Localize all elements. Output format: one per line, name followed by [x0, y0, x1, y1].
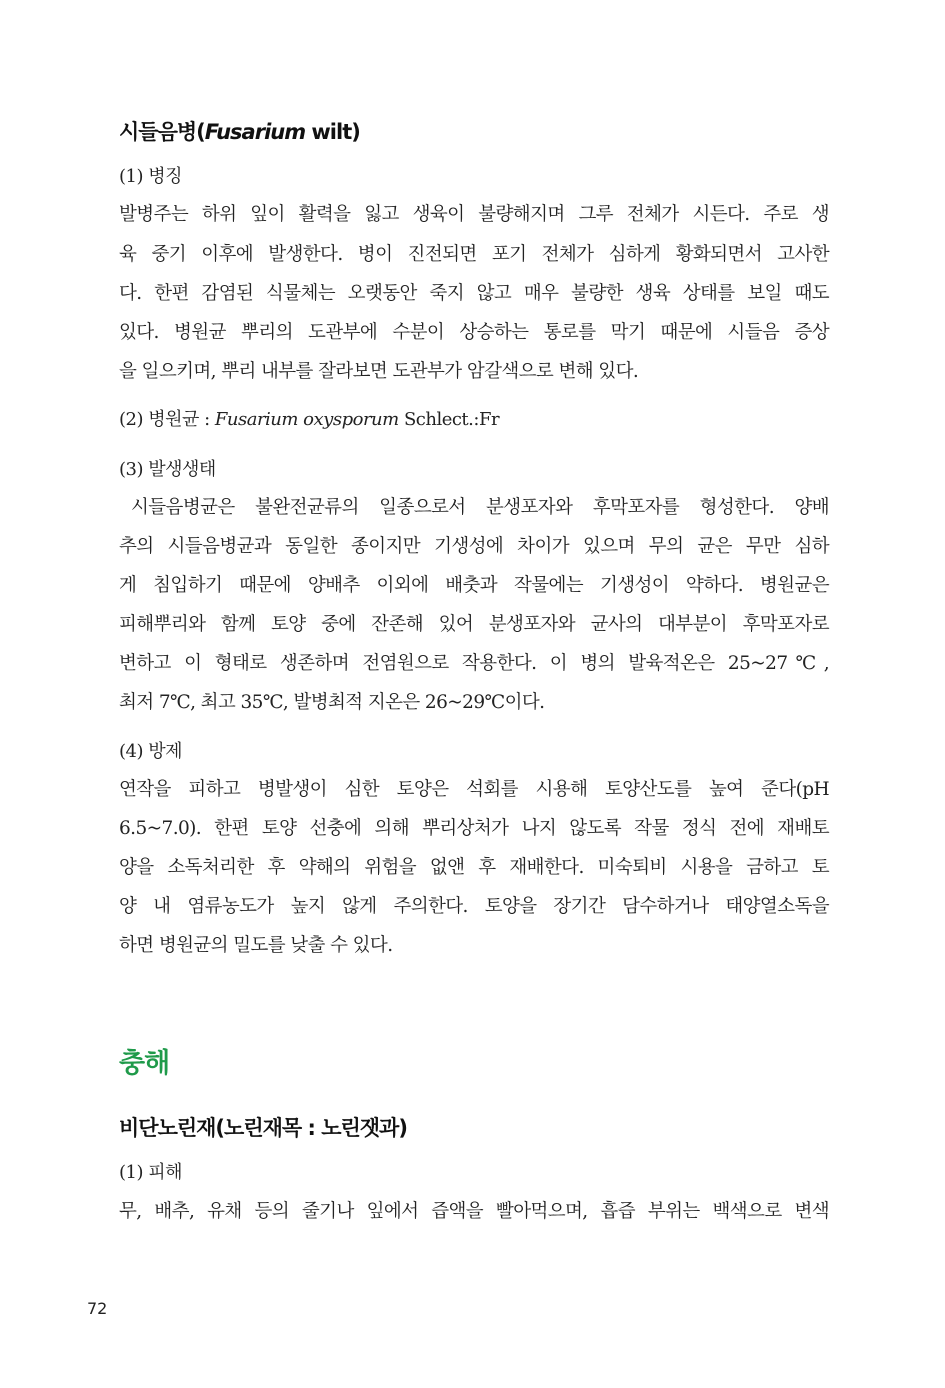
paragraph-line: 게 침입하기 때문에 양배추 이외에 배춧과 작물에는 기생성이 약하다. 병원균은	[119, 575, 829, 596]
disease-heading-suffix: wilt)	[305, 120, 360, 144]
paragraph-line: 다. 한편 감염된 식물체는 오랫동안 죽지 않고 매우 불량한 생육 상태를 보일 때도	[119, 283, 829, 304]
paragraph-line: 연작을 피하고 병발생이 심한 토양은 석회를 시용해 토양산도를 높여 준다(pH	[119, 779, 829, 800]
paragraph-line: 6.5~7.0). 한편 토양 선충에 의해 뿌리상처가 나지 않도록 작물 정식 전에 재배토	[119, 818, 829, 839]
paragraph-line: 을 일으키며, 뿌리 내부를 잘라보면 도관부가 암갈색으로 변해 있다.	[119, 361, 639, 382]
disease-heading	[119, 116, 360, 146]
paragraph-line: 있다. 병원균 뿌리의 도관부에 수분이 상승하는 통로를 막기 때문에 시들음 증상	[119, 322, 829, 343]
paragraph-line: 시들음병균은 불완전균류의 일종으로서 분생포자와 후막포자를 형성한다. 양배	[131, 497, 829, 518]
paragraph-line: 하면 병원균의 밀도를 낮출 수 있다.	[119, 935, 393, 956]
paragraph-line: 변하고 이 형태로 생존하며 전염원으로 작용한다. 이 병의 발육적온은 25~27℃,	[119, 653, 829, 674]
symptom-label: (1) 병징	[119, 166, 182, 187]
page-number: 72	[87, 1299, 108, 1318]
paragraph-line: 발병주는 하위 잎이 활력을 잃고 생육이 불량해지며 그루 전체가 시든다. 주로 생	[119, 204, 829, 225]
disease-heading-italic: Fusarium	[204, 120, 306, 144]
pathogen-prefix: (2) 병원균 :	[119, 409, 215, 430]
paragraph-line: 추의 시들음병균과 동일한 종이지만 기생성에 차이가 있으며 무의 균은 무만 심하	[119, 536, 829, 557]
pathogen-label	[119, 405, 499, 431]
paragraph-line: 무, 배추, 유채 등의 줄기나 잎에서 즙액을 빨아먹으며, 흡즙 부위는 백색으로 변색	[119, 1201, 829, 1222]
paragraph-line: 최저 7℃, 최고 35℃, 발병최적 지온은 26~29℃이다.	[119, 692, 545, 713]
disease-heading-prefix: 시들음병(	[119, 120, 205, 144]
pest-heading: 비단노린재(노린재목 : 노린잿과)	[119, 1116, 407, 1140]
pathogen-author: Schlect.:Fr	[398, 409, 500, 430]
section-title: 충해	[119, 1048, 170, 1079]
control-label: (4) 방제	[119, 741, 182, 762]
ecology-label: (3) 발생생태	[119, 459, 216, 480]
pathogen-scientific-name: Fusarium oxysporum	[214, 409, 399, 430]
paragraph-line: 양을 소독처리한 후 약해의 위험을 없앤 후 재배한다. 미숙퇴비 시용을 금하고 토	[119, 857, 829, 878]
paragraph-line: 육 중기 이후에 발생한다. 병이 진전되면 포기 전체가 심하게 황화되면서 고사한	[119, 244, 829, 265]
paragraph-line: 양 내 염류농도가 높지 않게 주의한다. 토양을 장기간 담수하거나 태양열소독을	[119, 896, 829, 917]
paragraph-line: 피해뿌리와 함께 토양 중에 잔존해 있어 분생포자와 균사의 대부분이 후막포자로	[119, 614, 829, 635]
damage-label: (1) 피해	[119, 1162, 182, 1183]
